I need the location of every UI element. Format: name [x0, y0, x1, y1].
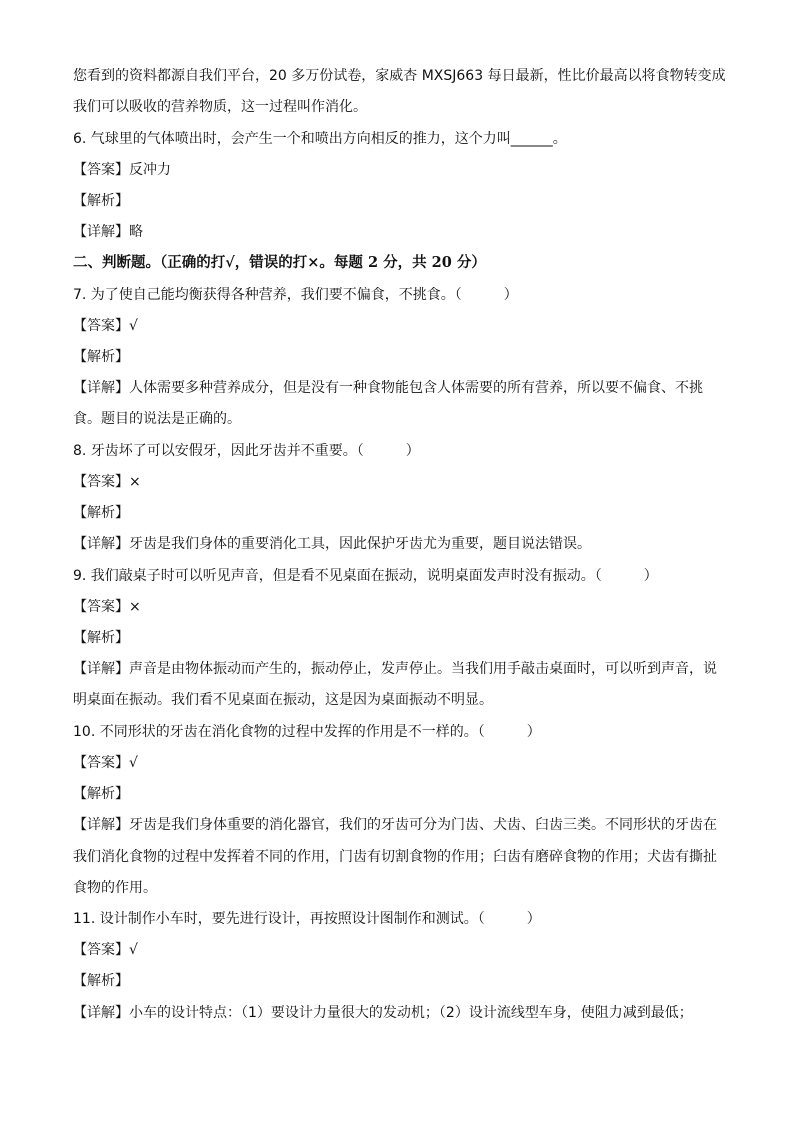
answer-label: 【答案】×: [73, 474, 141, 490]
question-10: 10. 不同形状的牙齿在消化食物的过程中发挥的作用是不一样的。（ ）: [73, 724, 541, 740]
detail-text: 我们消化食物的过程中发挥着不同的作用，门齿有切割食物的作用；臼齿有磨碎食物的作用；犬齿有撕扯: [73, 849, 717, 865]
detail-text: 食。题目的说法是正确的。: [73, 411, 241, 427]
detail-label: 【详解】略: [73, 224, 143, 240]
text-line: 您看到的资料都源自我们平台，20 多万份试卷，家威杏 MXSJ663 每日最新，性比价最高以将食物转变成: [73, 68, 726, 84]
answer-label: 【答案】×: [73, 599, 141, 615]
answer-label: 【答案】√: [73, 755, 138, 771]
question-8: 8. 牙齿坏了可以安假牙，因此牙齿并不重要。（ ）: [73, 443, 420, 459]
analysis-label: 【解析】: [73, 973, 129, 989]
text-line: 我们可以吸收的营养物质，这一过程叫作消化。: [73, 99, 367, 115]
detail-text: 【详解】人体需要多种营养成分，但是没有一种食物能包含人体需要的所有营养，所以要不偏食、不挑: [73, 380, 703, 396]
answer-label: 【答案】反冲力: [73, 162, 171, 178]
answer-label: 【答案】√: [73, 942, 138, 958]
detail-text: 明桌面在振动。我们看不见桌面在振动，这是因为桌面振动不明显。: [73, 692, 493, 708]
question-6: 6. 气球里的气体喷出时，会产生一个和喷出方向相反的推力，这个力叫______。: [73, 131, 567, 147]
question-7: 7. 为了使自己能均衡获得各种营养，我们要不偏食，不挑食。（ ）: [73, 287, 518, 303]
detail-text: 【详解】牙齿是我们身体重要的消化器官，我们的牙齿可分为门齿、犬齿、臼齿三类。不同形状的牙齿在: [73, 817, 717, 833]
analysis-label: 【解析】: [73, 630, 129, 646]
detail-text: 【详解】小车的设计特点：（1）要设计力量很大的发动机；（2）设计流线型车身，使阻力减到最低；: [73, 1005, 693, 1021]
question-9: 9. 我们敲桌子时可以听见声音，但是看不见桌面在振动，说明桌面发声时没有振动。（ ）: [73, 568, 658, 584]
detail-text: 【详解】牙齿是我们身体的重要消化工具，因此保护牙齿尤为重要，题目说法错误。: [73, 536, 591, 552]
analysis-label: 【解析】: [73, 193, 129, 209]
analysis-label: 【解析】: [73, 349, 129, 365]
section-heading: 二、判断题。（正确的打√，错误的打×。每题 2 分，共 20 分）: [73, 254, 486, 271]
detail-text: 食物的作用。: [73, 880, 157, 896]
analysis-label: 【解析】: [73, 786, 129, 802]
answer-label: 【答案】√: [73, 318, 138, 334]
analysis-label: 【解析】: [73, 505, 129, 521]
question-11: 11. 设计制作小车时，要先进行设计，再按照设计图制作和测试。（ ）: [73, 911, 541, 927]
detail-text: 【详解】声音是由物体振动而产生的，振动停止，发声停止。当我们用手敲击桌面时，可以听到声音，说: [73, 661, 717, 677]
